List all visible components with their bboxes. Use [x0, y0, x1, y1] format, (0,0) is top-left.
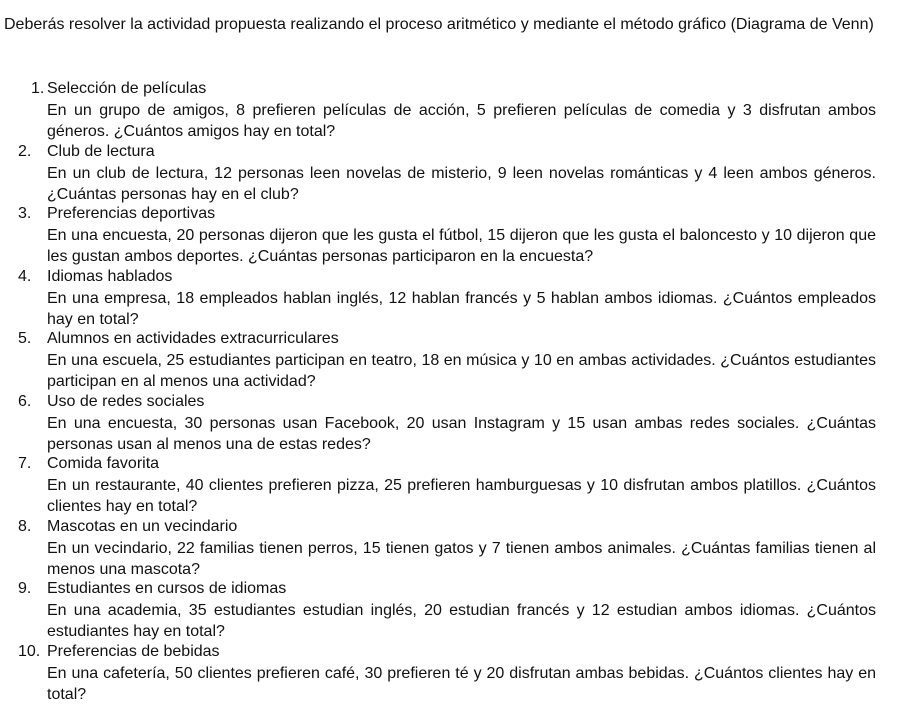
problem-title: Idiomas hablados: [47, 267, 173, 285]
problem-text: En un restaurante, 40 clientes prefieren pizza, 25 prefieren hamburguesas y 10 disfrutan ambos platillos. ¿Cuántos clientes hay en total?: [47, 477, 876, 515]
problem-text: En un club de lectura, 12 personas leen novelas de misterio, 9 leen novelas románticas y 4 leen ambos géneros. ¿Cuántas personas hay en el club?: [47, 164, 876, 203]
problem-title: Comida favorita: [47, 455, 160, 472]
problem-item-7: [0, 454, 914, 517]
problem-item-2: [0, 142, 914, 205]
problem-list: [0, 79, 914, 704]
problem-title: Club de lectura: [47, 142, 155, 160]
problem-item-10: [0, 642, 914, 705]
problem-number: 10.: [18, 642, 41, 660]
problem-text: En una escuela, 25 estudiantes participan en teatro, 18 en música y 10 en ambas actividades. ¿Cuántos estudiantes participan en al menos una actividad?: [47, 352, 876, 390]
problem-number: 3.: [18, 205, 32, 222]
problem-title: Uso de redes sociales: [47, 392, 205, 410]
problem-number: 7.: [18, 455, 32, 472]
problem-item-1: [0, 79, 914, 142]
problem-item-5: [0, 329, 914, 392]
problem-item-9: [0, 579, 914, 642]
problem-text: En una academia, 35 estudiantes estudian inglés, 20 estudian francés y 12 estudian ambos idiomas. ¿Cuántos estudiantes hay en total?: [47, 602, 876, 640]
problem-title: Selección de películas: [47, 80, 207, 97]
problem-text: En un grupo de amigos, 8 prefieren películas de acción, 5 prefieren películas de comedia y 3 disfrutan ambos géneros. ¿Cuántos amigos hay en total?: [47, 102, 876, 140]
problem-number: 5.: [18, 330, 32, 347]
instructions-paragraph: Deberás resolver la actividad propuesta realizando el proceso aritmético y mediante el método gráfico (Diagrama de Venn): [4, 16, 874, 33]
problem-text: En un vecindario, 22 familias tienen perros, 15 tienen gatos y 7 tienen ambos animales. ¿Cuántas familias tienen al menos una mascota?: [47, 539, 876, 578]
problem-item-8: [0, 517, 914, 580]
problem-item-3: [0, 204, 914, 267]
problem-item-4: [0, 267, 914, 330]
problem-item-6: [0, 392, 914, 455]
problem-number: 1.: [31, 80, 45, 97]
problem-number: 6.: [18, 392, 32, 410]
problem-number: 4.: [18, 267, 32, 285]
problem-text: En una encuesta, 30 personas usan Facebook, 20 usan Instagram y 15 usan ambas redes sociales. ¿Cuántas personas usan al menos una de estas redes?: [47, 414, 876, 453]
problem-number: 8.: [18, 517, 32, 535]
problem-text: En una empresa, 18 empleados hablan inglés, 12 hablan francés y 5 hablan ambos idiomas. ¿Cuántos empleados hay en total?: [47, 289, 876, 328]
problem-title: Alumnos en actividades extracurriculares: [47, 330, 339, 347]
problem-number: 9.: [18, 580, 32, 597]
problem-title: Estudiantes en cursos de idiomas: [47, 580, 287, 597]
problem-text: En una cafetería, 50 clientes prefieren café, 30 prefieren té y 20 disfrutan ambas bebidas. ¿Cuántos clientes hay en total?: [47, 664, 876, 703]
problem-number: 2.: [18, 142, 32, 160]
problem-title: Mascotas en un vecindario: [47, 517, 238, 535]
problem-title: Preferencias de bebidas: [47, 642, 220, 660]
problem-text: En una encuesta, 20 personas dijeron que les gusta el fútbol, 15 dijeron que les gusta el baloncesto y 10 dijeron que les gustan ambos deportes. ¿Cuántas personas participaron en la encuesta?: [47, 227, 876, 265]
problem-title: Preferencias deportivas: [47, 205, 216, 222]
